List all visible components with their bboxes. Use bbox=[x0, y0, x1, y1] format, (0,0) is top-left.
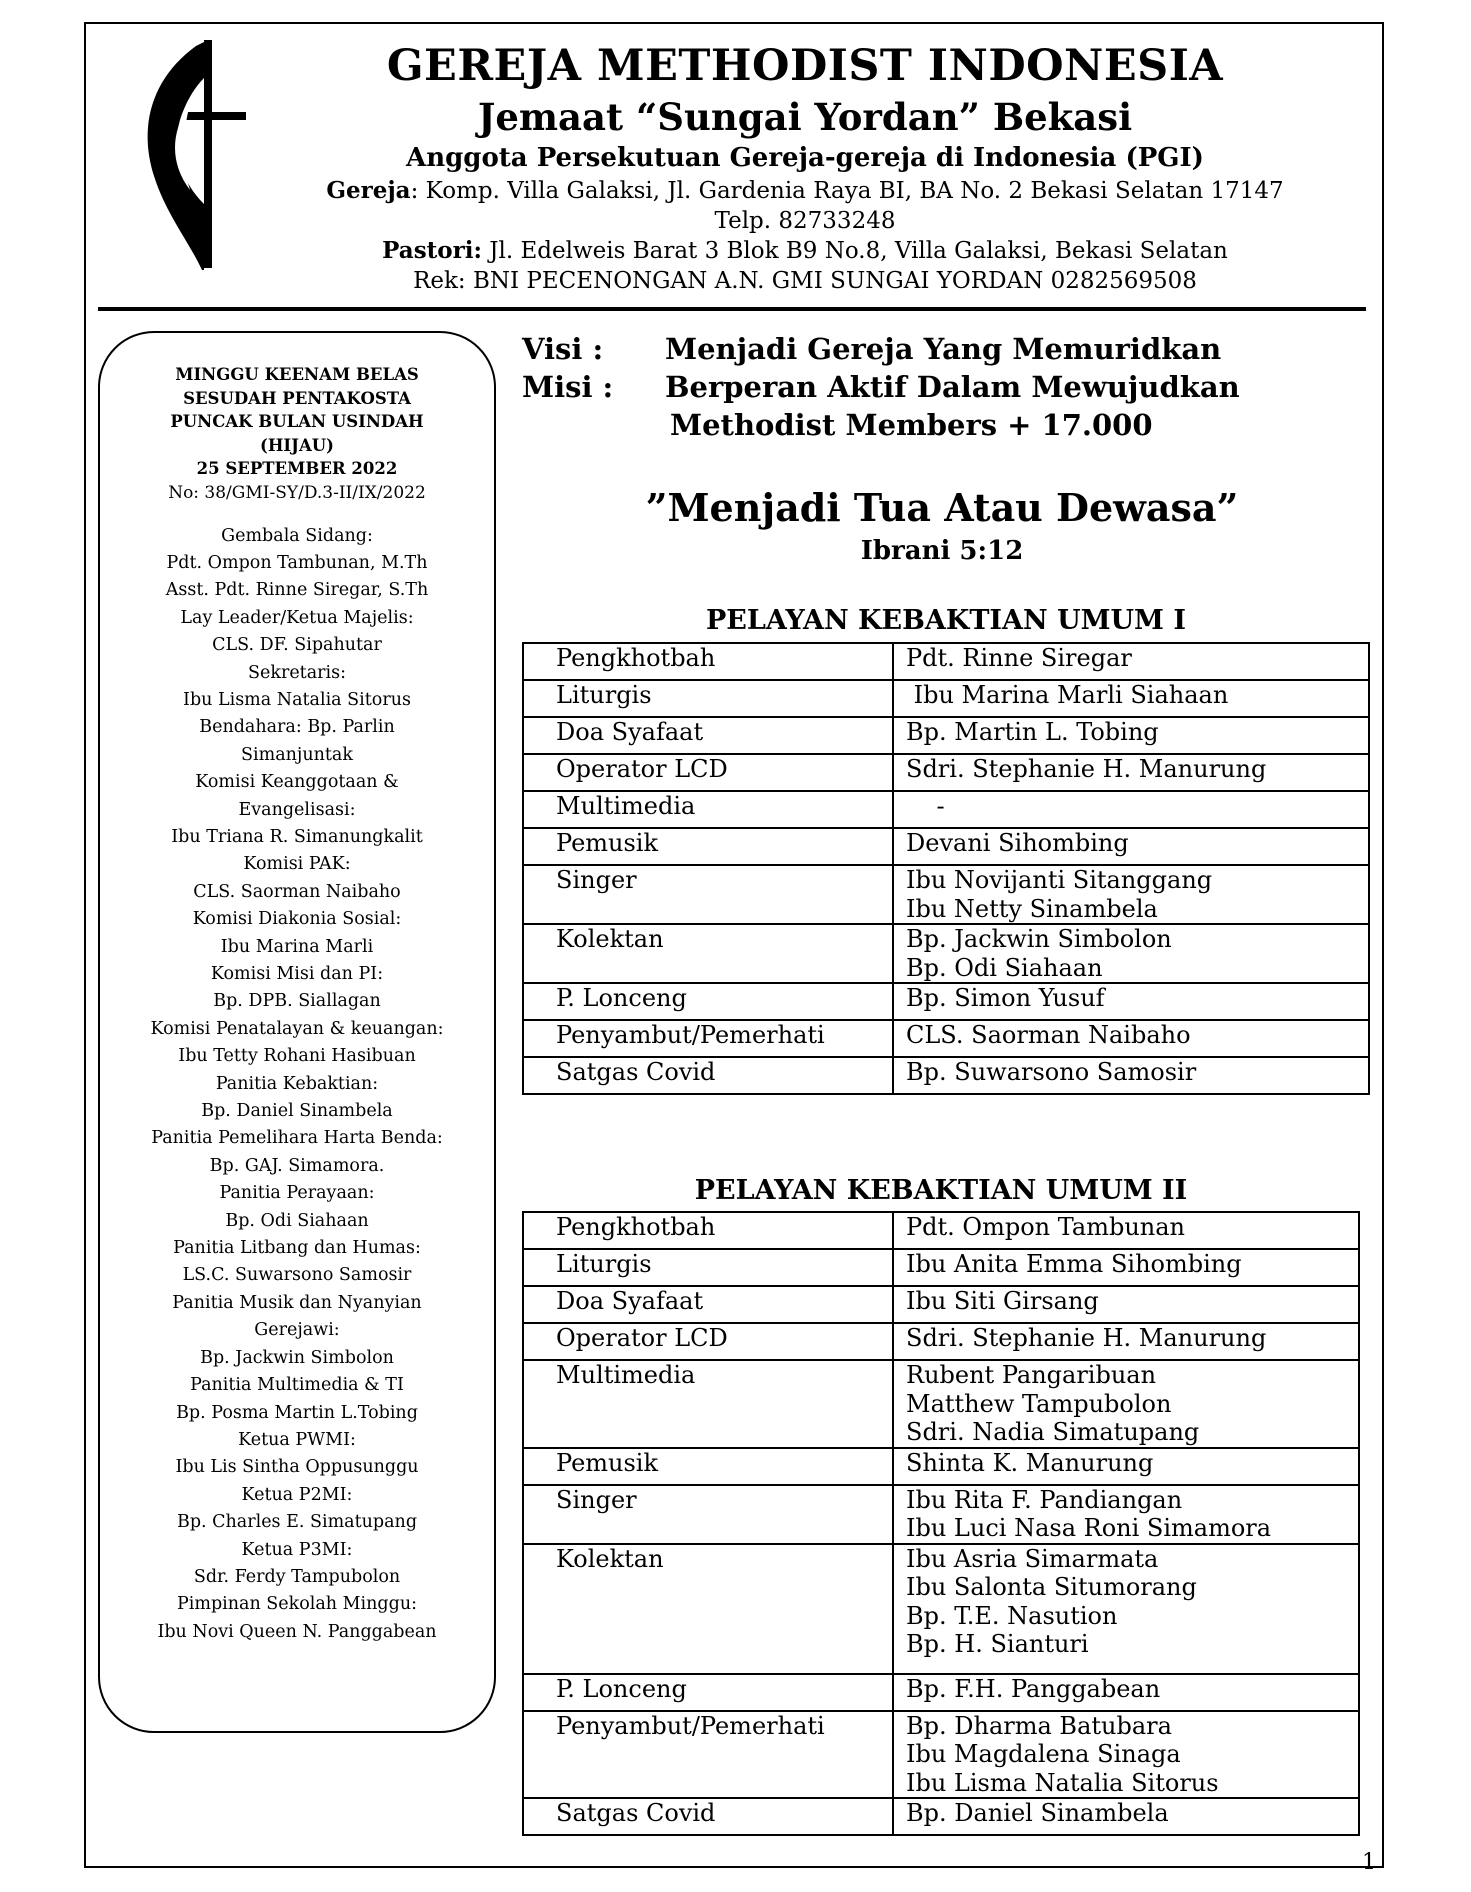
name-cell bbox=[893, 1448, 1359, 1485]
staff-line: Panitia Pemelihara Harta Benda: bbox=[151, 1128, 443, 1149]
role-cell: Liturgis bbox=[523, 680, 893, 717]
role-cell: Doa Syafaat bbox=[523, 1286, 893, 1323]
staff-line: Komisi Diakonia Sosial: bbox=[192, 909, 402, 930]
staff-line: Sdr. Ferdy Tampubolon bbox=[193, 1566, 401, 1587]
table-row bbox=[523, 983, 1369, 1020]
person-name: Ibu Asria Simarmata bbox=[906, 1544, 1159, 1573]
service-1-title: PELAYAN KEBAKTIAN UMUM I bbox=[706, 605, 1186, 636]
staff-line: Gerejawi: bbox=[254, 1320, 340, 1341]
person-name: Pdt. Ompon Tambunan bbox=[906, 1213, 1185, 1241]
name-cell bbox=[893, 680, 1369, 717]
staff-line: Ketua P3MI: bbox=[241, 1539, 353, 1560]
name-cell bbox=[893, 1544, 1359, 1674]
role-cell: Singer bbox=[523, 865, 893, 924]
role-cell: Multimedia bbox=[523, 791, 893, 828]
service-2-title: PELAYAN KEBAKTIAN UMUM II bbox=[694, 1175, 1188, 1206]
staff-line: Sekretaris: bbox=[248, 662, 346, 683]
role-cell: Kolektan bbox=[523, 1544, 893, 1674]
person-name: Ibu Netty Sinambela bbox=[906, 894, 1158, 923]
name-cell bbox=[893, 717, 1369, 754]
staff-line: Komisi PAK: bbox=[243, 854, 351, 875]
staff-list bbox=[100, 523, 494, 1647]
church-address-line bbox=[250, 176, 1360, 206]
person-name: Ibu Anita Emma Sihombing bbox=[906, 1250, 1242, 1278]
role-cell: Doa Syafaat bbox=[523, 717, 893, 754]
staff-line: Panitia Musik dan Nyanyian bbox=[172, 1292, 422, 1313]
role-cell: Pengkhotbah bbox=[523, 643, 893, 680]
person-name: Devani Sihombing bbox=[906, 829, 1129, 857]
table-row bbox=[523, 717, 1369, 754]
name-cell bbox=[893, 1020, 1369, 1057]
sermon-theme: ”Menjadi Tua Atau Dewasa” bbox=[645, 485, 1239, 530]
staff-line: LS.C. Suwarsono Samosir bbox=[182, 1265, 412, 1286]
table-row bbox=[523, 1448, 1359, 1485]
staff-line: Pimpinan Sekolah Minggu: bbox=[176, 1594, 417, 1615]
staff-line: CLS. DF. Sipahutar bbox=[212, 635, 382, 656]
sidebar-heading-line: SESUDAH PENTAKOSTA bbox=[183, 388, 411, 408]
phone-line: Telp. 82733248 bbox=[714, 208, 896, 234]
staff-line: Ketua PWMI: bbox=[238, 1429, 356, 1450]
staff-line: Ibu Triana R. Simanungkalit bbox=[171, 826, 423, 847]
sidebar-box bbox=[98, 331, 496, 1733]
service-2-table bbox=[522, 1211, 1360, 1836]
role-cell: Pemusik bbox=[523, 828, 893, 865]
person-name: Ibu Siti Girsang bbox=[906, 1287, 1099, 1315]
role-cell: Pemusik bbox=[523, 1448, 893, 1485]
staff-line: Ibu Novi Queen N. Panggabean bbox=[157, 1621, 437, 1642]
person-name: Bp. Simon Yusuf bbox=[906, 984, 1105, 1012]
table-row bbox=[523, 791, 1369, 828]
header-divider bbox=[98, 307, 1366, 311]
staff-line: Bp. Odi Siahaan bbox=[225, 1210, 369, 1231]
staff-line: Ibu Lis Sintha Oppusunggu bbox=[175, 1457, 419, 1478]
person-name: Sdri. Stephanie H. Manurung bbox=[906, 1324, 1267, 1352]
role-cell: Penyambut/Pemerhati bbox=[523, 1020, 893, 1057]
staff-line: Komisi Keanggotaan & bbox=[195, 772, 399, 793]
parsonage-label: Pastori: bbox=[382, 237, 482, 264]
staff-line: Panitia Perayaan: bbox=[219, 1183, 375, 1204]
table-row bbox=[523, 643, 1369, 680]
table-row bbox=[523, 680, 1369, 717]
church-label: Gereja bbox=[326, 177, 411, 204]
name-cell bbox=[893, 924, 1369, 983]
person-name: Bp. H. Sianturi bbox=[906, 1630, 1089, 1658]
table-row bbox=[523, 1674, 1359, 1711]
person-name: Ibu Novijanti Sitanggang bbox=[906, 866, 1213, 894]
person-name: Bp. T.E. Nasution bbox=[906, 1601, 1118, 1630]
person-name: Bp. Daniel Sinambela bbox=[906, 1799, 1169, 1827]
staff-line: Bp. Daniel Sinambela bbox=[201, 1101, 393, 1122]
name-cell bbox=[893, 643, 1369, 680]
name-cell bbox=[893, 1711, 1359, 1799]
letterhead bbox=[250, 38, 1360, 296]
person-name: Matthew Tampubolon bbox=[906, 1389, 1172, 1418]
name-cell bbox=[893, 1057, 1369, 1094]
sidebar-heading-line: MINGGU KEENAM BELAS bbox=[175, 365, 419, 384]
name-cell bbox=[893, 983, 1369, 1020]
table-row bbox=[523, 1711, 1359, 1799]
name-cell bbox=[893, 791, 1369, 828]
name-cell bbox=[893, 1360, 1359, 1448]
role-cell: Penyambut/Pemerhati bbox=[523, 1711, 893, 1799]
person-name: Ibu Rita F. Pandiangan bbox=[906, 1485, 1183, 1514]
staff-line: Bendahara: Bp. Parlin bbox=[199, 717, 395, 738]
staff-line: Komisi Misi dan PI: bbox=[210, 964, 384, 984]
name-cell bbox=[893, 865, 1369, 924]
name-cell bbox=[893, 754, 1369, 791]
staff-line: Bp. DPB. Siallagan bbox=[213, 991, 381, 1012]
church-name: GEREJA METHODIST INDONESIA bbox=[386, 41, 1224, 91]
name-cell bbox=[893, 1674, 1359, 1711]
congregation-name: Jemaat “Sungai Yordan” Bekasi bbox=[477, 95, 1133, 139]
name-cell bbox=[893, 1485, 1359, 1544]
bank-account-line: Rek: BNI PECENONGAN A.N. GMI SUNGAI YORDAN 0282569508 bbox=[413, 268, 1197, 294]
role-cell: Liturgis bbox=[523, 1249, 893, 1286]
table-row bbox=[523, 754, 1369, 791]
staff-line: Pdt. Ompon Tambunan, M.Th bbox=[166, 552, 428, 573]
staff-line: Panitia Multimedia & TI bbox=[190, 1375, 404, 1396]
table-row bbox=[523, 1020, 1369, 1057]
table-row bbox=[523, 1798, 1359, 1835]
person-name: Ibu Salonta Situmorang bbox=[906, 1573, 1197, 1601]
table-row bbox=[523, 1249, 1359, 1286]
scripture-reference: Ibrani 5:12 bbox=[860, 536, 1024, 566]
person-name: Rubent Pangaribuan bbox=[906, 1361, 1157, 1389]
sidebar-date: 25 SEPTEMBER 2022 bbox=[196, 459, 398, 478]
person-name: Pdt. Rinne Siregar bbox=[906, 644, 1132, 672]
role-cell: Multimedia bbox=[523, 1360, 893, 1448]
table-row bbox=[523, 828, 1369, 865]
role-cell: Satgas Covid bbox=[523, 1057, 893, 1094]
staff-line: Panitia Litbang dan Humas: bbox=[173, 1238, 421, 1259]
person-name: Bp. Suwarsono Samosir bbox=[906, 1058, 1197, 1086]
staff-line: Bp. Jackwin Simbolon bbox=[200, 1347, 394, 1368]
staff-line: Bp. GAJ. Simamora. bbox=[209, 1155, 385, 1176]
staff-line: Panitia Kebaktian: bbox=[215, 1073, 379, 1094]
staff-line: Ibu Marina Marli bbox=[220, 936, 374, 957]
table-row bbox=[523, 1286, 1359, 1323]
vision-mission bbox=[522, 330, 1382, 444]
table-row bbox=[523, 1485, 1359, 1544]
mission-label: Misi : bbox=[522, 370, 614, 404]
staff-line: Gembala Sidang: bbox=[221, 525, 373, 546]
cross-and-flame-logo bbox=[130, 34, 250, 274]
name-cell bbox=[893, 1212, 1359, 1249]
name-cell bbox=[893, 828, 1369, 865]
table-row bbox=[523, 1323, 1359, 1360]
service-1-table bbox=[522, 642, 1370, 1095]
person-name: Bp. Dharma Batubara bbox=[906, 1711, 1172, 1740]
role-cell: P. Lonceng bbox=[523, 1674, 893, 1711]
role-cell: Satgas Covid bbox=[523, 1798, 893, 1835]
person-name: Bp. Odi Siahaan bbox=[906, 953, 1103, 982]
church-address: : Komp. Villa Galaksi, Jl. Gardenia Raya BI, BA No. 2 Bekasi Selatan 17147 bbox=[410, 178, 1284, 204]
staff-line: Lay Leader/Ketua Majelis: bbox=[180, 607, 414, 628]
staff-line: Komisi Penatalayan & keuangan: bbox=[150, 1018, 444, 1039]
staff-line: Evangelisasi: bbox=[238, 799, 356, 820]
person-name: Sdri. Nadia Simatupang bbox=[906, 1418, 1200, 1446]
table-row bbox=[523, 1544, 1359, 1674]
person-name: Bp. Jackwin Simbolon bbox=[906, 925, 1172, 953]
person-name: Bp. F.H. Panggabean bbox=[906, 1674, 1161, 1703]
table-row bbox=[523, 1360, 1359, 1448]
staff-line: Bp. Posma Martin L.Tobing bbox=[176, 1402, 418, 1423]
role-cell: Operator LCD bbox=[523, 1323, 893, 1360]
sidebar-heading-line: PUNCAK BULAN USINDAH bbox=[170, 412, 424, 431]
staff-line: Ibu Lisma Natalia Sitorus bbox=[183, 689, 411, 710]
name-cell bbox=[893, 1323, 1359, 1360]
table-row bbox=[523, 924, 1369, 983]
vision-text: Menjadi Gereja Yang Memuridkan bbox=[665, 332, 1222, 366]
membership-line: Anggota Persekutuan Gereja-gereja di Indonesia (PGI) bbox=[406, 143, 1204, 173]
name-cell bbox=[893, 1798, 1359, 1835]
person-name: Sdri. Stephanie H. Manurung bbox=[906, 755, 1267, 783]
role-cell: Singer bbox=[523, 1485, 893, 1544]
person-name: Ibu Luci Nasa Roni Simamora bbox=[906, 1514, 1272, 1542]
staff-line: Ketua P2MI: bbox=[241, 1484, 353, 1505]
name-cell bbox=[893, 1286, 1359, 1323]
role-cell: Kolektan bbox=[523, 924, 893, 983]
person-name: CLS. Saorman Naibaho bbox=[906, 1021, 1191, 1049]
document-number: No: 38/GMI-SY/D.3-II/IX/2022 bbox=[168, 482, 426, 503]
parsonage-address: Jl. Edelweis Barat 3 Blok B9 No.8, Villa Galaksi, Bekasi Selatan bbox=[481, 238, 1228, 264]
role-cell: Operator LCD bbox=[523, 754, 893, 791]
role-cell: Pengkhotbah bbox=[523, 1212, 893, 1249]
person-name: Ibu Magdalena Sinaga bbox=[906, 1740, 1181, 1768]
page-number: 1 bbox=[1362, 1850, 1376, 1875]
role-cell: P. Lonceng bbox=[523, 983, 893, 1020]
person-name: Ibu Marina Marli Siahaan bbox=[906, 681, 1229, 709]
sidebar-heading-line: (HIJAU) bbox=[260, 435, 334, 455]
person-name: - bbox=[906, 792, 945, 820]
staff-line: Asst. Pdt. Rinne Siregar, S.Th bbox=[165, 580, 429, 601]
person-name: Shinta K. Manurung bbox=[906, 1448, 1154, 1477]
table-row bbox=[523, 1057, 1369, 1094]
mission-text-continued: Methodist Members + 17.000 bbox=[670, 408, 1153, 442]
staff-line: CLS. Saorman Naibaho bbox=[193, 881, 401, 902]
person-name: Bp. Martin L. Tobing bbox=[906, 718, 1159, 746]
staff-line: Bp. Charles E. Simatupang bbox=[176, 1512, 418, 1533]
parsonage-line bbox=[250, 236, 1360, 266]
staff-line: Simanjuntak bbox=[241, 744, 353, 765]
mission-text: Berperan Aktif Dalam Mewujudkan bbox=[665, 370, 1240, 404]
name-cell bbox=[893, 1249, 1359, 1286]
person-name: Ibu Lisma Natalia Sitorus bbox=[906, 1768, 1219, 1797]
staff-line: Ibu Tetty Rohani Hasibuan bbox=[178, 1046, 416, 1067]
table-row bbox=[523, 865, 1369, 924]
sidebar-heading bbox=[100, 363, 494, 481]
vision-label: Visi : bbox=[522, 332, 604, 366]
table-row bbox=[523, 1212, 1359, 1249]
